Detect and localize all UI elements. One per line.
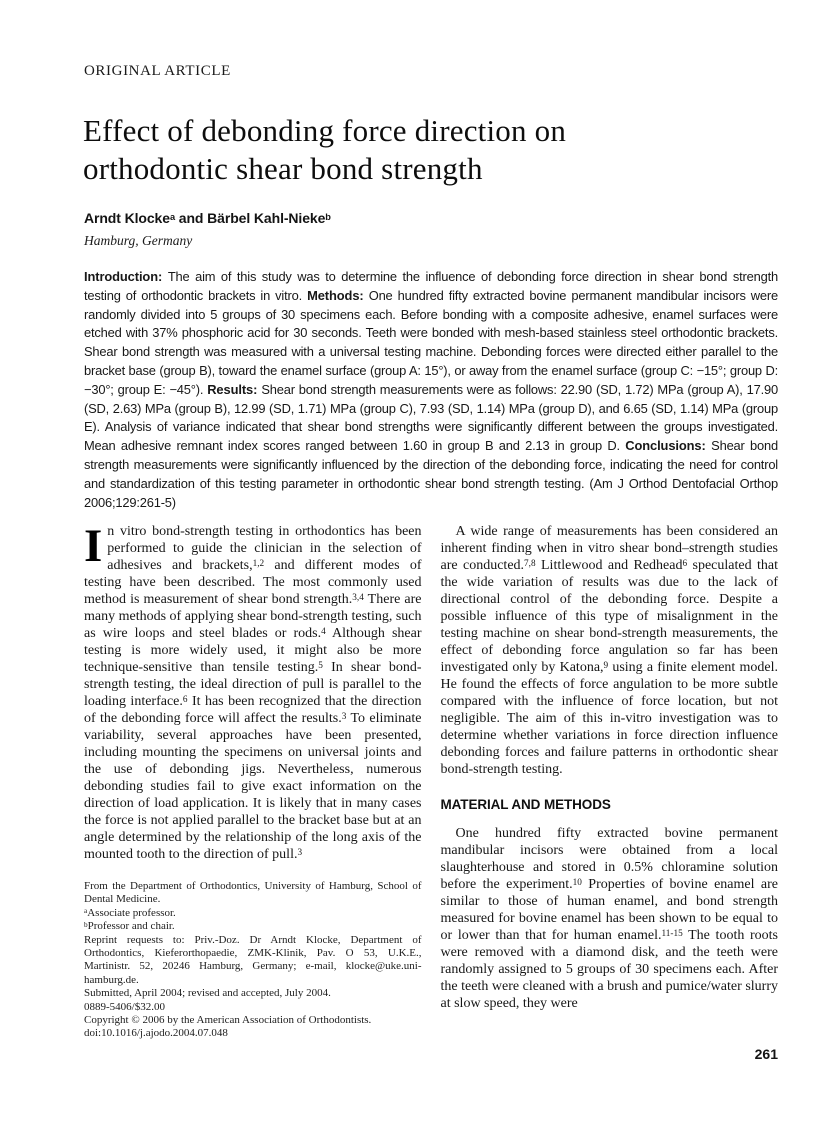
right-paragraph-1: A wide range of measurements has been considered an inherent finding when in vitro shear bond–strength studies are conducted.$^{7,8}$ Littlewood and Redhead$^6$ speculated that the wide variation of results was due to the lack of directional control of the debonding force. Despite a possible influence of this type of misalignment in the testing machine on shear bond-strength measurements, the effect of debonding force angulation so far has been investigated only by Katona,$^9$ using a finite element model. He found the effects of force angulation to be more subtle compared with the influence of force location, but not negligible. The aim of this in-vitro investigation was to determine whether variations in force direction influence debonding forces and failure patterns in orthodontic shear bond-strength testing.	[440, 524, 778, 777]
article-title-line1: Effect of debonding force direction on	[83, 113, 567, 148]
footnote-copyright: Copyright © 2006 by the American Association of Orthodontists.	[84, 1014, 372, 1027]
page-number: 261	[754, 1046, 778, 1062]
footnote-author-b: $^b$Professor and chair.	[84, 920, 175, 933]
intro-paragraph	[84, 520, 422, 863]
drop-cap: I	[84, 520, 103, 572]
section-heading-material-and-methods: MATERIAL AND METHODS	[440, 797, 611, 812]
footnote-reprint-requests: Reprint requests to: Priv.-Doz. Dr Arndt Klocke, Department of Orthodontics, Kieferorthopaedie, ZMK-Klinik, Pav. O 53, U.K.E., Martinistr. 52, 20246 Hamburg, Germany; e-mail, klocke@uke.uni-hamburg.de.	[84, 933, 422, 986]
body-columns	[84, 520, 779, 1041]
footnote-submission-dates: Submitted, April 2004; revised and accepted, July 2004.	[84, 987, 331, 1000]
abstract-paragraph: Introduction: The aim of this study was to determine the influence of debonding force direction in shear bond strength testing of orthodontic brackets in vitro. Methods: One hundred fifty extracted bovine permanent mandibular incisors were randomly divided into 5 groups of 30 specimens each. Before bonding with a composite adhesive, enamel surfaces were etched with 37% phosphoric acid for 30 seconds. Teeth were bonded with mesh-based stainless steel orthodontic brackets. Shear bond strength was measured with a universal testing machine. Debonding forces were directed either parallel to the bracket base (group B), toward the enamel surface (group A: 15°), or away from the enamel surface (group C: −15°; group D: −30°; group E: −45°). Results: Shear bond strength measurements were as follows: 22.90 (SD, 1.72) MPa (group A), 17.90 (SD, 2.63) MPa (group B), 12.99 (SD, 1.71) MPa (group C), 7.93 (SD, 1.14) MPa (group D), and 6.65 (SD, 1.14) MPa (group E). Analysis of variance indicated that shear bond strengths were significantly different between the groups investigated. Mean adhesive remnant index scores ranged between 1.60 in group B and 2.13 in group D. Conclusions: Shear bond strength measurements were significantly influenced by the direction of the debonding force, indicating the need for control and standardization of this testing parameter in orthodontic shear bond strength testing. (Am J Orthod Dentofacial Orthop 2006;129:261-5)	[84, 269, 779, 510]
article-title	[83, 112, 566, 187]
footnote-issn-price: 0889-5406/$32.00	[84, 1000, 165, 1013]
article-type-label: ORIGINAL ARTICLE	[84, 63, 231, 79]
left-column	[84, 520, 422, 1041]
footnote-author-a: $^a$Associate professor.	[84, 906, 176, 919]
footnotes-block	[84, 880, 422, 1041]
right-paragraph-2: One hundred fifty extracted bovine permanent mandibular incisors were obtained from a local slaughterhouse and stored in 0.5% chloramine solution before the experiment.$^{10}$ Properties of bovine enamel are similar to those of human enamel, and bond strength measured for bovine enamel has been shown to be equal to or lower than that for human enamel.$^{11-15}$ The tooth roots were removed with a diamond disk, and the teeth were randomly assigned to 5 groups of 30 specimens each. After the teeth were cleaned with a brush and pumice/water slurry at slow speed, they were	[440, 826, 779, 1011]
article-title-line2: orthodontic shear bond strength	[83, 150, 483, 186]
affiliation-line: Hamburg, Germany	[84, 233, 193, 248]
footnote-department: From the Department of Orthodontics, University of Hamburg, School of Dental Medicine.	[84, 880, 422, 906]
authors-line: Arndt Klocke$^a$ and Bärbel Kahl-Nieke$^b$	[84, 210, 331, 226]
right-column	[441, 523, 779, 1041]
intro-paragraph-text: n vitro bond-strength testing in orthodontics has been performed to guide the clinician in the selection of adhesives and brackets,$^{1,2}$ and different modes of testing have been described. The most commonly used method is measurement of shear bond strength.$^{3,4}$ There are many methods of applying shear bond-strength testing, such as wire loops and steel blades or rods.$^4$ Although shear testing is more widely used, it might also be more technique-sensitive than tensile testing.$^5$ In shear bond-strength testing, the ideal direction of pull is parallel to the loading interface.$^6$ It has been recognized that the direction of the debonding force will affect the results.$^3$ To eliminate variability, several approaches have been presented, including mounting the specimens on universal joints and the use of debonding jigs. Nevertheless, numerous debonding studies fail to give exact information on the direction of load application. It is likely that in many cases the force is not applied parallel to the bracket base but at an angle determined by the relationship of the long axis of the mounted tooth to the direction of pull.$^3$	[84, 524, 422, 862]
footnote-doi: doi:10.1016/j.ajodo.2004.07.048	[84, 1027, 228, 1040]
